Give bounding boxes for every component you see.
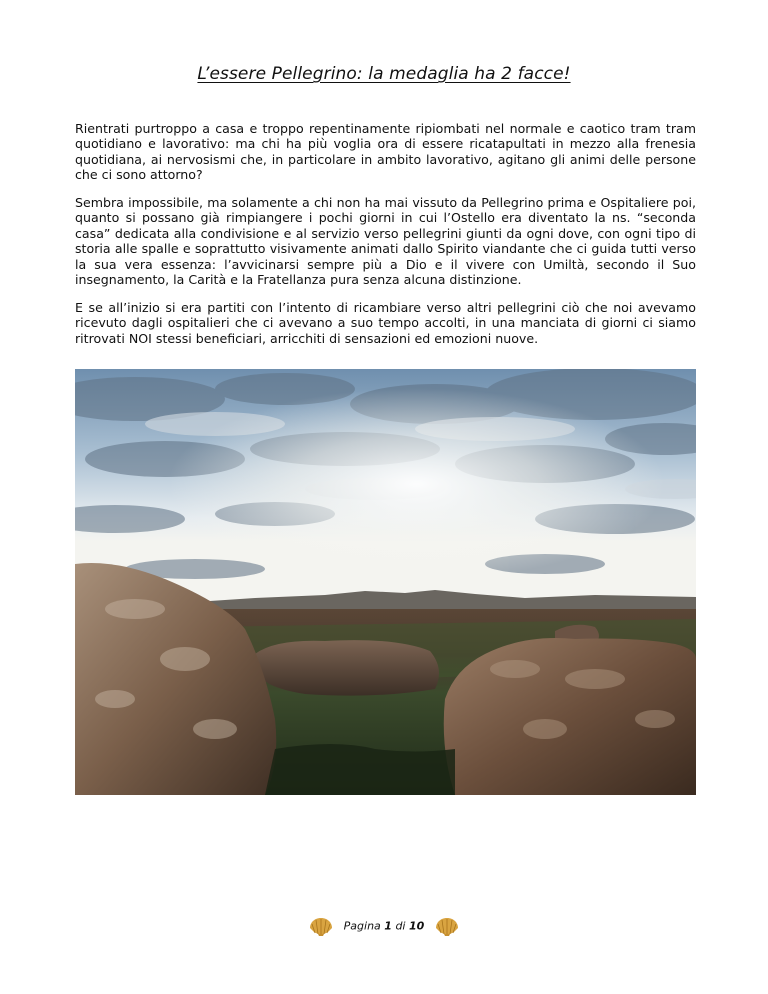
scallop-shell-icon — [308, 916, 334, 936]
total-pages: 10 — [409, 919, 425, 933]
page-word: Pagina — [343, 919, 381, 933]
document-title: L’essere Pellegrino: la medaglia ha 2 facce! — [197, 64, 571, 84]
page-number-label — [344, 920, 425, 933]
page-footer — [0, 916, 768, 936]
paragraph-1: Rientrati purtroppo a casa e troppo repentinamente ripiombati nel normale e caotico tram tram quotidiano e lavorativo: ma chi ha più voglia ora di essere ricatapultati in mezzo alla frenesia quotidiana, ai nervosismi che, in particolare in ambito lavorativo, agitano gli animi delle persone che ci sono attorno? — [75, 121, 696, 183]
scallop-shell-icon — [434, 916, 460, 936]
paragraph-3: E se all’inizio si era partiti con l’intento di ricambiare verso altri pellegrini ciò che noi avevamo ricevuto dagli ospitalieri che ci avevano a suo tempo accolti, in una manciata di giorni ci siamo ritrovati NOI stessi beneficiari, arricchiti di sensazioni ed emozioni nuove. — [75, 300, 696, 346]
of-word: di — [395, 919, 406, 933]
landscape-photo — [75, 369, 696, 795]
current-page: 1 — [384, 919, 392, 933]
paragraph-2: Sembra impossibile, ma solamente a chi non ha mai vissuto da Pellegrino prima e Ospitaliere poi, quanto si possano già rimpiangere i pochi giorni in cui l’Ostello era diventato la ns. “seconda casa” dedicata alla condivisione e al servizio verso pellegrini giunti da ogni dove, con ogni tipo di storia alle spalle e soprattutto visivamente animati dallo Spirito viandante che ci guida tutti verso la sua vera essenza: l’avvicinarsi sempre più a Dio e il vivere con Umiltà, secondo il Suo insegnamento, la Carità e la Fratellanza pura senza alcuna distinzione. — [75, 195, 696, 288]
